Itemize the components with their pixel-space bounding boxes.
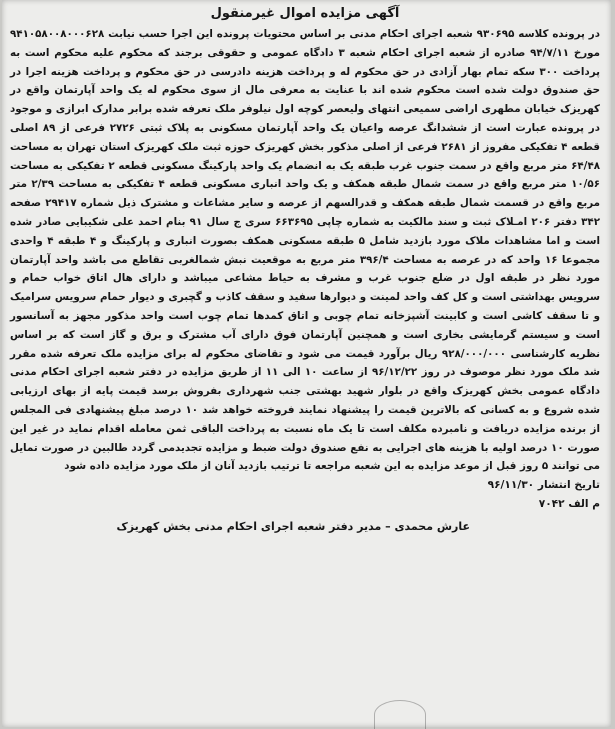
notice-title: آگهی مزایده اموال غیرمنقول xyxy=(210,6,400,21)
reference-number: م الف ۷۰۴۲ xyxy=(538,497,600,510)
stamp-mark xyxy=(374,700,426,729)
notice-body: در پرونده کلاسه ۹۳۰۶۹۵ شعبه اجرای احکام مدنی بر اساس محتویات پرونده این اجرا حسب نیابت ۹۴۱۰۵۸۰۰۸۰۰۰۶۲۸ مورخ ۹۴/۷/۱۱ صادره از شعبه اجرای احکام شعبه ۳ دادگاه عمومی و حقوقی برجند که محکوم علیه محکوم است به پرداخت ۳۰۰ سکه تمام بهار آزادی در حق محکوم له و پرداخت هزینه دادرسی در حق محکوم و پرداخت هزینه اجرا در حق صندوق دولت شده است محکوم شده اند با عنایت به معرفی مال از سوی محکوم له یک واحد آپارتمان واقع در کهریزک خیابان مطهری اراضی سمیعی انتهای ولیعصر کوچه اول نیلوفر ملک تعرفه شده برابر مدارک ابرازی و موجود در پرونده عبارت است از ششدانگ عرصه واعیان یک واحد آپارتمان مسکونی به پلاک ثبتی ۲۷۲۶ فرعی از ۸۹ اصلی قطعه ۴ تفکیکی مفروز از ۲۶۸۱ فرعی از اصلی مذکور بخش کهریزک حوزه ثبت ملک کهریزک استان تهران به مساحت ۶۴/۴۸ متر مربع واقع در سمت جنوب غرب طبقه یک به انضمام یک واحد پارکینگ مسکونی قطعه ۲ تفکیکی به مساحت ۱۰/۵۶ متر مربع واقع در سمت شمال طبقه همکف و یک واحد انباری مسکونی قطعه ۴ تفکیکی به مساحت ۲/۳۹ متر مربع واقع در قسمت شمال طبقه همکف و قدرالسهم از عرصه و سایر مشاعات و مشترک ذیل شماره ۲۹۴۱۷ صفحه ۳۴۲ دفتر ۲۰۶ امـلاک ثبت و سند مالکیت به شماره چاپی ۶۶۳۶۹۵ سری ج سال ۹۱ بنام احمد علی شکیبایی صادر شده است و اما مشاهدات ملاک مورد بازدید شامل ۵ طبقه مسکونی همکف بصورت انباری و پارکینگ و ۴ طبقه ۴ واحدی مجموعا ۱۶ واحد که در عرصه به مساحت ۳۹۶/۴ متر مربع به موقعیت نبش شمالغربی تقاطع می باشد واحد آپارتمان مورد نظر در طبقه اول در ضلع جنوب غرب و مشرف به حیاط مشاعی میباشد و دارای هال اتاق خواب حمام و سرویس بهداشتی است و کل کف واحد لمینت و دیوارها سفید و سقف کاذب و گچبری و دیوار حمام سرویس سرامیک و تا سقف کاشی است و کابینت آشپزخانه تمام چوبی و اتاق کمدها تمام چوب است واحد مذکور مجهز به آسانسور است و سیستم گرمایشی بخاری است و همچنین آپارتمان فوق دارای آب مشترک و برق و گاز است که بر اساس نظریه کارشناسی ۹۲۸/۰۰۰/۰۰۰ ریال برآورد قیمت می شود و تقاضای محکوم له برای مزایده ملک تعرفه شده مقرر شد ملک مورد نظر موصوف در روز ۹۶/۱۲/۲۲ از ساعت ۱۰ الی ۱۱ از طریق مزایده در دفتر شعبه اجرای احکام مدنی دادگاه عمومی بخش کهریزک واقع در بلوار شهید بهشتی جنب شهرداری بفروش برسد قیمت پایه از بهای ارزیابی شده شروع و به کسانی که بالاترین قیمت را پیشنهاد نمایند فروخته خواهد شد ۱۰ درصد مبلغ پیشنهادی فی المجلس از برنده مزایده دریافت و نامبرده مکلف است تا یک ماه نسبت به پرداخت الباقی ثمن معامله اقدام نماید در غیر این صورت ۱۰ درصد اولیه با هزینه های اجرایی به نفع صندوق دولت ضبط و مزایده تجدیدمی گردد طالبین در صورت تمایل می توانند ۵ روز قبل از موعد مزایده به این شعبه مراجعه تا ترتیب بازدید آنان از ملک مورد مزایده داده شود xyxy=(10,28,601,473)
newspaper-clipping xyxy=(2,0,611,727)
signature-line: عارش محمدی – مدیر دفتر شعبه اجرای احکام مدنی بخش کهریزک xyxy=(116,519,470,533)
auction-notice xyxy=(10,6,600,533)
publish-date: تاریخ انتشار ۹۶/۱۱/۳۰ xyxy=(487,479,600,492)
